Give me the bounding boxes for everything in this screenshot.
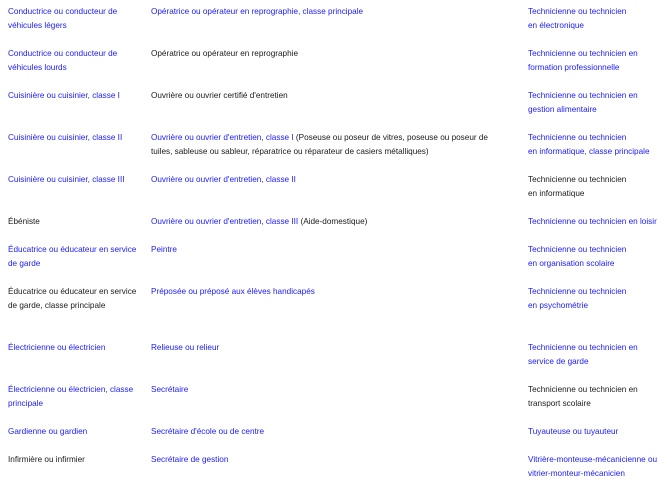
job-cell: [151, 47, 511, 61]
job-link[interactable]: Gardienne ou gardien: [8, 427, 88, 436]
job-label-line: en électronique: [528, 21, 584, 30]
job-title: (Aide-domestique): [298, 217, 368, 226]
job-link[interactable]: Cuisinière ou cuisinier, classe III: [8, 175, 125, 184]
job-label-line: en informatique: [528, 189, 585, 198]
job-title: Ébéniste: [8, 217, 40, 226]
job-cell: [151, 383, 511, 397]
job-link[interactable]: Éducatrice ou éducateur en service de garde: [8, 245, 137, 268]
job-link[interactable]: [528, 425, 664, 439]
job-label-line: Technicienne ou technicien: [528, 245, 627, 254]
job-cell: [151, 425, 511, 439]
job-link[interactable]: [528, 131, 664, 159]
job-label-line: Technicienne ou technicien en transport scolaire: [528, 385, 638, 408]
job-cell: [151, 341, 511, 355]
job-label-line: Technicienne ou technicien en loisir: [528, 217, 657, 226]
job-link[interactable]: [528, 285, 664, 313]
job-label-line: Technicienne ou technicien en formation professionnelle: [528, 49, 638, 72]
job-cell: [151, 173, 511, 187]
job-link[interactable]: Relieuse ou relieur: [151, 343, 220, 352]
job-link[interactable]: Secrétaire: [151, 385, 189, 394]
job-cell: [151, 215, 511, 229]
job-label-line: Technicienne ou technicien: [528, 287, 627, 296]
job-link[interactable]: [528, 47, 664, 75]
job-label-line: Tuyauteuse ou tuyauteur: [528, 427, 619, 436]
job-link[interactable]: Cuisinière ou cuisinier, classe I: [8, 91, 120, 100]
job-label-line: Technicienne ou technicien: [528, 7, 627, 16]
job-link[interactable]: Secrétaire d'école ou de centre: [151, 427, 265, 436]
job-link[interactable]: Ouvrière ou ouvrier d'entretien, classe II: [151, 175, 296, 184]
job-link[interactable]: Électricienne ou électricien: [8, 343, 106, 352]
job-link[interactable]: Peintre: [151, 245, 177, 254]
job-title: Éducatrice ou éducateur en service de garde, classe principale: [8, 287, 137, 310]
job-cell: [151, 285, 511, 299]
job-label-line: Technicienne ou technicien: [528, 133, 627, 142]
job-link[interactable]: [528, 5, 664, 33]
job-link[interactable]: [528, 453, 664, 481]
job-link[interactable]: Conductrice ou conducteur de véhicules lourds: [8, 49, 118, 72]
job-link[interactable]: [528, 341, 664, 369]
job-link[interactable]: Ouvrière ou ouvrier d'entretien, classe III: [151, 217, 299, 226]
job-label-line: en informatique, classe principale: [528, 147, 650, 156]
job-cell: [151, 453, 511, 467]
job-label-line: Technicienne ou technicien en service de garde: [528, 343, 638, 366]
job-label-line: Technicienne ou technicien en gestion alimentaire: [528, 91, 638, 114]
job-link[interactable]: Ouvrière ou ouvrier d'entretien, classe I: [151, 133, 294, 142]
job-cell: [151, 131, 511, 159]
job-link[interactable]: [528, 243, 664, 271]
job-link[interactable]: Cuisinière ou cuisinier, classe II: [8, 133, 123, 142]
job-title: Infirmière ou infirmier: [8, 455, 85, 464]
job-cell: [151, 243, 511, 257]
job-link[interactable]: Préposée ou préposé aux élèves handicapés: [151, 287, 315, 296]
job-label-line: en organisation scolaire: [528, 259, 615, 268]
job-title: Ouvrière ou ouvrier certifié d'entretien: [151, 91, 288, 100]
job-link[interactable]: [528, 89, 664, 117]
job-link[interactable]: Conductrice ou conducteur de véhicules légers: [8, 7, 118, 30]
job-cell: [151, 5, 511, 19]
job-link[interactable]: Secrétaire de gestion: [151, 455, 229, 464]
job-link[interactable]: [528, 215, 664, 229]
job-link[interactable]: Électricienne ou électricien, classe principale: [8, 385, 134, 408]
job-label-line: en psychométrie: [528, 301, 589, 310]
job-title: [528, 173, 664, 201]
job-cell: [151, 89, 511, 103]
job-label-line: Technicienne ou technicien: [528, 175, 627, 184]
job-link[interactable]: Opératrice ou opérateur en reprographie, classe principale: [151, 7, 364, 16]
job-label-line: Vitrière-monteuse-mécanicienne ou vitrier-monteur-mécanicien: [528, 455, 658, 478]
job-title: [528, 383, 664, 411]
job-title: (Poseuse ou poseur de vitres, poseuse ou poseur de tuiles, sableuse ou sableur, réparatrice ou réparateur de casiers métalliques): [151, 133, 488, 156]
job-title: Opératrice ou opérateur en reprographie: [151, 49, 299, 58]
